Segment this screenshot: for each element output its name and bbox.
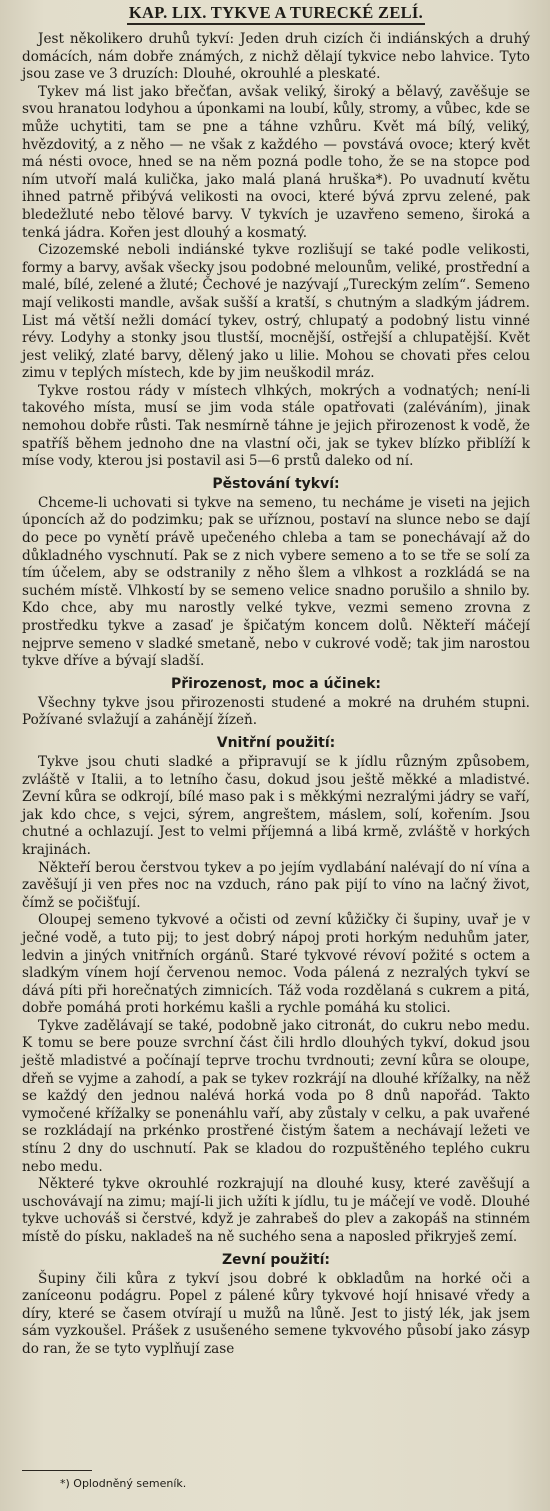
section-heading: Přirozenost, moc a účinek:: [170, 675, 382, 692]
paragraph: Někteří berou čerstvou tykev a po jejím vydlabání nalévají do ní vína a zavěšují ji ven přes noc na vzduch, ráno pak pijí to víno na lačný život, čímž se počišťují.: [22, 859, 530, 911]
section-heading: Zevní použití:: [221, 1251, 331, 1268]
paragraph: Některé tykve okrouhlé rozkrajují na dlouhé kusy, které zavěšují a uschovávají na zimu; mají-li jich užíti k jídlu, tu je máčejí ve vodě. Dlouhé tykve uchováš si čerstvé, když je zahrabeš do plev a zakopáš na stinném místě do písku, nakladeš na ně suchého sena a naposled přikryješ zemí.: [22, 1176, 530, 1245]
paragraph: Oloupej semeno tykvové a očisti od zevní kůžičky či šupiny, uvař je v ječné vodě, a tuto pij; to jest dobrý nápoj proti horkým neduhům jater, ledvin a jiných vnitřních orgánů. Staré tykvové révoví požité s octem a sladkým vínem hojí červenou nemoc. Voda pálená z nezralých tykví se dává píti při horečnatých zimnicích. Táž voda rozdělaná s cukrem a pitá, dobře pomáhá proti horkému kašli a rychle pomáhá ku stolici.: [22, 912, 530, 1017]
paragraph: Jest několikero druhů tykví: Jeden druh cizích či indiánských a druhý domácích, nám dobře známých, z nichž dělají tykvice nebo lahvice. Tyto jsou zase ve 3 druzích: Dlouhé, okrouhlé a pleskaté.: [22, 31, 530, 83]
paragraph: Všechny tykve jsou přirozenosti studené a mokré na druhém stupni. Požívané svlažují a zahánějí žízeň.: [22, 694, 530, 729]
paragraph: Cizozemské neboli indiánské tykve rozlišují se také podle velikosti, formy a barvy, avšak všecky jsou podobné melounům, veliké, prostřední a malé, bílé, zelené a žluté; Čechové je nazývají „Tureckým zelím“. Semeno mají velikosti mandle, avšak sušší a kratší, s chutným a sladkým jádrem. List má větší nežli domácí tykev, ostrý, chlupatý a podobný listu vinné révy. Lodyhy a stonky jsou tlustší, mocnější, ostřejší a chlupatější. Květ jest veliký, zlaté barvy, dělený jako u lilie. Mohou se chovati přes celou zimu v teplých místech, kde by jim neuškodil mráz.: [22, 242, 530, 382]
section-heading: Pěstování tykví:: [212, 475, 340, 492]
footnote: *) Oplodněný semeník.: [60, 1477, 187, 1490]
paragraph: Chceme-li uchovati si tykve na semeno, tu necháme je viseti na jejich úponcích až do podzimku; pak se uříznou, postaví na slunce nebo se dají do pece po vynětí právě upečeného chleba a tam se ponechávají až do důkladného vyschnutí. Pak se z nich vybere semeno a to se tře se solí za tím účelem, aby se odstranily z něho šlem a vlhkost a rozkládá se na suchém místě. Vlhkostí by se semeno velice snadno porušilo a shnilo by. Kdo chce, aby mu narostly velké tykve, vezmi semeno zrovna z prostředku tykve a zasaď je špičatým koncem dolů. Někteří máčejí nejprve semeno v sladké smetaně, nebo v cukrové vodě; tak jim narostou tykve dříve a bývají sladší.: [22, 494, 530, 670]
footnote-divider: [22, 1470, 92, 1471]
paragraph: Tykve zadělávají se také, podobně jako citronát, do cukru nebo medu. K tomu se bere pouze svrchní část čili hrdlo dlouhých tykví, dokud jsou ještě mladistvé a počínají teprve trochu tvrdnouti; zevní kůra se oloupe, dřeň se vyjme a zahodí, a pak se tykev rozkrájí na dlouhé křížalky, na něž se každý den jednou nalévá horká voda po 8 dnů napořád. Takto vymočené křížalky se ponenáhlu vaří, aby zůstaly v celku, a pak uvařené se rozkládají na prkénko prostřené čistým šatem a nechávají ležeti ve stínu 2 dny do uschnutí. Pak se kladou do rozpuštěného teplého cukru nebo medu.: [22, 1017, 530, 1175]
paragraph: Tykev má list jako břečťan, avšak veliký, široký a bělavý, zavěšuje se svou hranatou lodyhou a úponkami na loubí, kůly, stromy, a vůbec, kde se může uchytiti, tam se pne a táhne vzhůru. Květ má bílý, veliký, hvězdovitý, a z něho — ne však z každého — povstává ovoce; který květ má nésti ovoce, hned se na něm pozná podle toho, že se na stopce pod ním utvoří malá kulička, jako malá planá hruška*). Po uvadnutí květu ihned patrně přibývá velikosti na ovoci, které bývá zprvu zelené, pak bledežluté nebo tělové barvy. V tykvích je uzavřeno semeno, široká a tenká jádra. Kořen jest dlouhý a kosmatý.: [22, 83, 530, 241]
paragraph: Tykve jsou chuti sladké a připravují se k jídlu různým způsobem, zvláště v Italii, a to letního času, dokud jsou ještě měkké a mladistvé. Zevní kůra se odkrojí, bílé maso pak i s měkkými nezralými jádry se vaří, jak kdo chce, s vejci, sýrem, angreštem, máslem, solí, kořením. Jsou chutné a ochlazují. Jest to velmi příjemná a libá krmě, zvláště v horkých krajinách.: [22, 753, 530, 858]
chapter-title: KAP. LIX. TYKVE A TURECKÉ ZELÍ.: [22, 4, 530, 25]
section-heading: Vnitřní použití:: [216, 734, 336, 751]
paragraph: Tykve rostou rády v místech vlhkých, mokrých a vodnatých; není-li takového místa, musí se jim voda stále opatřovati (zaléváním), jinak nemohou dobře růsti. Tak nesmírně táhne je jejich přirozenost k vodě, že spatříš během jednoho dne na vlastní oči, jak se tykev blízko přiblíží k míse vody, kterou jsi postavil asi 5—6 prstů daleko od ní.: [22, 382, 530, 470]
paragraph: Šupiny čili kůra z tykví jsou dobré k obkladům na horké oči a zaníceonu podágru. Popel z pálené kůry tykvové hojí hnisavé vředy a díry, které se časem otvírají u mužů na lůně. Jest to jistý lék, jak jsem sám vyzkoušel. Prášek z usušeného semene tykvového působí jako zásyp do ran, že se tyto vyplňují zase: [22, 1270, 530, 1357]
